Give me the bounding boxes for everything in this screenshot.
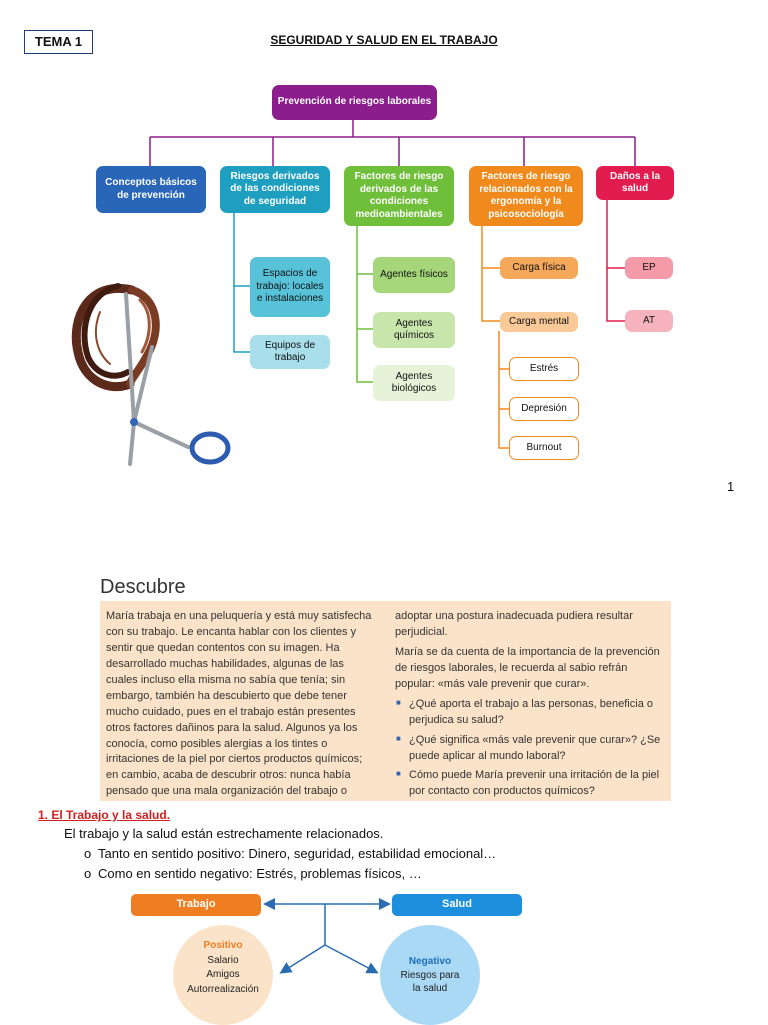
question-item: ■ ¿Qué significa «más vale prevenir que curar»? ¿Se puede aplicar al mundo laboral? (409, 733, 665, 765)
section-intro: El trabajo y la salud están estrechamente relacionados. (64, 826, 384, 841)
node-carga-fisica: Carga física (500, 257, 578, 279)
descubre-right-para: María se da cuenta de la importancia de la prevención de riesgos laborales, le recuerda al sabio refrán popular: «más vale prevenir que curar». (395, 645, 660, 690)
positivo-title: Positivo (203, 940, 243, 951)
node-agentes-biologicos: Agentes biológicos (373, 365, 455, 401)
question-item: ■ Cómo puede María prevenir una irritación de la piel por contacto con productos químicos? (409, 768, 665, 800)
positivo-item: Amigos (206, 969, 240, 980)
bullet-negative: o Como en sentido negativo: Estrés, problemas físicos, … (84, 866, 422, 881)
diagram-root-node: Prevención de riesgos laborales (272, 85, 437, 120)
positivo-item: Salario (207, 954, 239, 966)
branch-conceptos: Conceptos básicos de prevención (96, 166, 206, 213)
positivo-item: Autorrealización (187, 983, 259, 995)
negativo-item: Riesgos para la salud (400, 969, 460, 994)
negativo-circle (380, 925, 480, 1025)
bullet-circle-icon: o (84, 866, 92, 881)
node-carga-mental: Carga mental (500, 312, 578, 332)
descubre-left-text: María trabaja en una peluquería y está muy satisfecha con su trabajo. Le encanta hablar con los clientes y sentir que quedan contentos con su imagen. Ha desarrollado muchas habilidades, algunas de las cuales incluso ella misma no sabía que tenía; sin embargo, también ha descubierto que debe tener mucho cuidado, pues en el trabajo están presentes otros factores dañinos para la salud. Algunos ya los conocía, como posibles alergias a los tintes o irritaciones de la piel por ciertos productos químicos; en cambio, acaba de descubrir otros: nunca había pensado que una mala organización del trabajo o (106, 610, 372, 798)
hair-scissors-illustration (70, 272, 235, 467)
section-title: 1. El Trabajo y la salud. (38, 808, 171, 822)
descubre-right-intro: adoptar una postura inadecuada pudiera resultar perjudicial. (395, 610, 633, 638)
node-ep: EP (625, 257, 673, 279)
descubre-heading: Descubre (100, 576, 186, 598)
node-depresion: Depresión (509, 397, 579, 421)
node-burnout: Burnout (509, 436, 579, 460)
trabajo-node: Trabajo (131, 894, 261, 916)
branch-condiciones-seguridad: Riesgos derivados de las condiciones de seguridad (220, 166, 330, 213)
node-agentes-quimicos: Agentes químicos (373, 312, 455, 348)
branch-medioambientales: Factores de riesgo derivados de las condiciones medioambientales (344, 166, 454, 226)
node-espacios-trabajo: Espacios de trabajo: locales e instalaciones (250, 257, 330, 317)
topic-tag: TEMA 1 (24, 30, 93, 54)
bullet-circle-icon: o (84, 846, 92, 861)
bullet-positive: o Tanto en sentido positivo: Dinero, seguridad, estabilidad emocional… (84, 846, 497, 861)
node-equipos-trabajo: Equipos de trabajo (250, 335, 330, 369)
branch-danos: Daños a la salud (596, 166, 674, 200)
branch-ergonomia: Factores de riesgo relacionados con la ergonomía y la psicosociología (469, 166, 583, 226)
node-at: AT (625, 310, 673, 332)
node-agentes-fisicos: Agentes físicos (373, 257, 455, 293)
descubre-box (100, 601, 671, 801)
page-number: 1 (727, 479, 735, 494)
salud-node: Salud (392, 894, 522, 916)
descubre-questions (395, 697, 665, 801)
question-item: ■ ¿Qué aporta el trabajo a las personas, beneficia o perjudica su salud? (409, 697, 665, 729)
positivo-circle (173, 925, 273, 1025)
negativo-title: Negativo (408, 956, 452, 967)
document-title: SEGURIDAD Y SALUD EN EL TRABAJO (270, 33, 498, 47)
node-estres: Estrés (509, 357, 579, 381)
